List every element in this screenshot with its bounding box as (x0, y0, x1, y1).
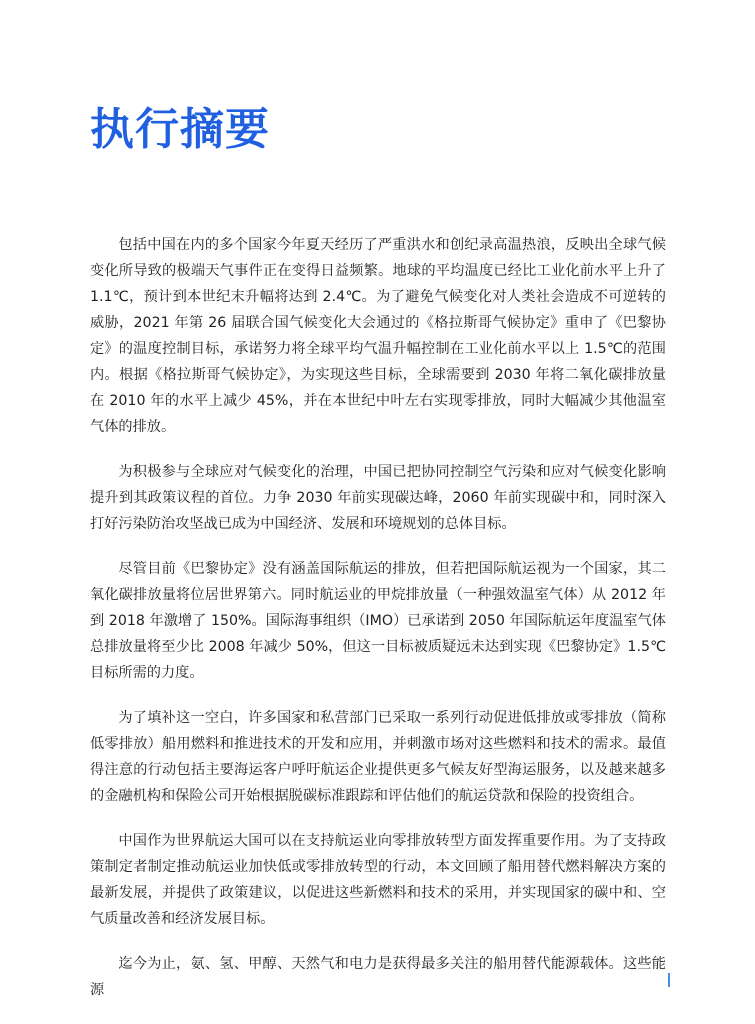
paragraph-5: 中国作为世界航运大国可以在支持航运业向零排放转型方面发挥重要作用。为了支持政策制定者制定推动航运业加快低或零排放转型的行动，本文回顾了船用替代燃料解决方案的最新发展，并提供了政策建议，以促进这些新燃料和技术的采用，并实现国家的碳中和、空气质量改善和经济发展目标。 (90, 833, 666, 927)
paragraph-3: 尽管目前《巴黎协定》没有涵盖国际航运的排放，但若把国际航运视为一个国家，其二氧化碳排放量将位居世界第六。同时航运业的甲烷排放量（一种强效温室气体）从 2012 年到 2018 年激增了 150%。国际海事组织（IMO）已承诺到 2050 年国际航运年度温室气体总排放量将至少比 2008 年减少 50%，但这一目标被质疑远未达到实现《巴黎协定》1.5℃ 目标所需的力度。 (90, 561, 666, 681)
paragraph-1: 包括中国在内的多个国家今年夏天经历了严重洪水和创纪录高温热浪，反映出全球气候变化所导致的极端天气事件正在变得日益频繁。地球的平均温度已经比工业化前水平上升了 1.1℃，预计到本世纪末升幅将达到 2.4℃。为了避免气候变化对人类社会造成不可逆转的威胁，2021 年第 26 届联合国气候变化大会通过的《格拉斯哥气候协定》重申了《巴黎协定》的温度控制目标，承诺努力将全球平均气温升幅控制在工业化前水平以上 1.5℃的范围内。根据《格拉斯哥气候协定》，为实现这些目标，全球需要到 2030 年将二氧化碳排放量在 2010 年的水平上减少 45%，并在本世纪中叶左右实现零排放，同时大幅减少其他温室气体的排放。 (90, 237, 666, 435)
body-text (90, 232, 666, 1022)
page-marker (668, 973, 670, 987)
paragraph-6: 迄今为止，氨、氢、甲醇、天然气和电力是获得最多关注的船用替代能源载体。这些能源 (90, 956, 666, 998)
paragraph-4: 为了填补这一空白，许多国家和私营部门已采取一系列行动促进低排放或零排放（简称低零排放）船用燃料和推进技术的开发和应用，并刺激市场对这些燃料和技术的需求。最值得注意的行动包括主要海运客户呼吁航运企业提供更多气候友好型海运服务，以及越来越多的金融机构和保险公司开始根据脱碳标准跟踪和评估他们的航运贷款和保险的投资组合。 (90, 710, 666, 804)
page-title: 执行摘要 (90, 104, 270, 155)
paragraph-2: 为积极参与全球应对气候变化的治理，中国已把协同控制空气污染和应对气候变化影响提升到其政策议程的首位。力争 2030 年前实现碳达峰，2060 年前实现碳中和，同时深入打好污染防治攻坚战已成为中国经济、发展和环境规划的总体目标。 (90, 464, 666, 532)
